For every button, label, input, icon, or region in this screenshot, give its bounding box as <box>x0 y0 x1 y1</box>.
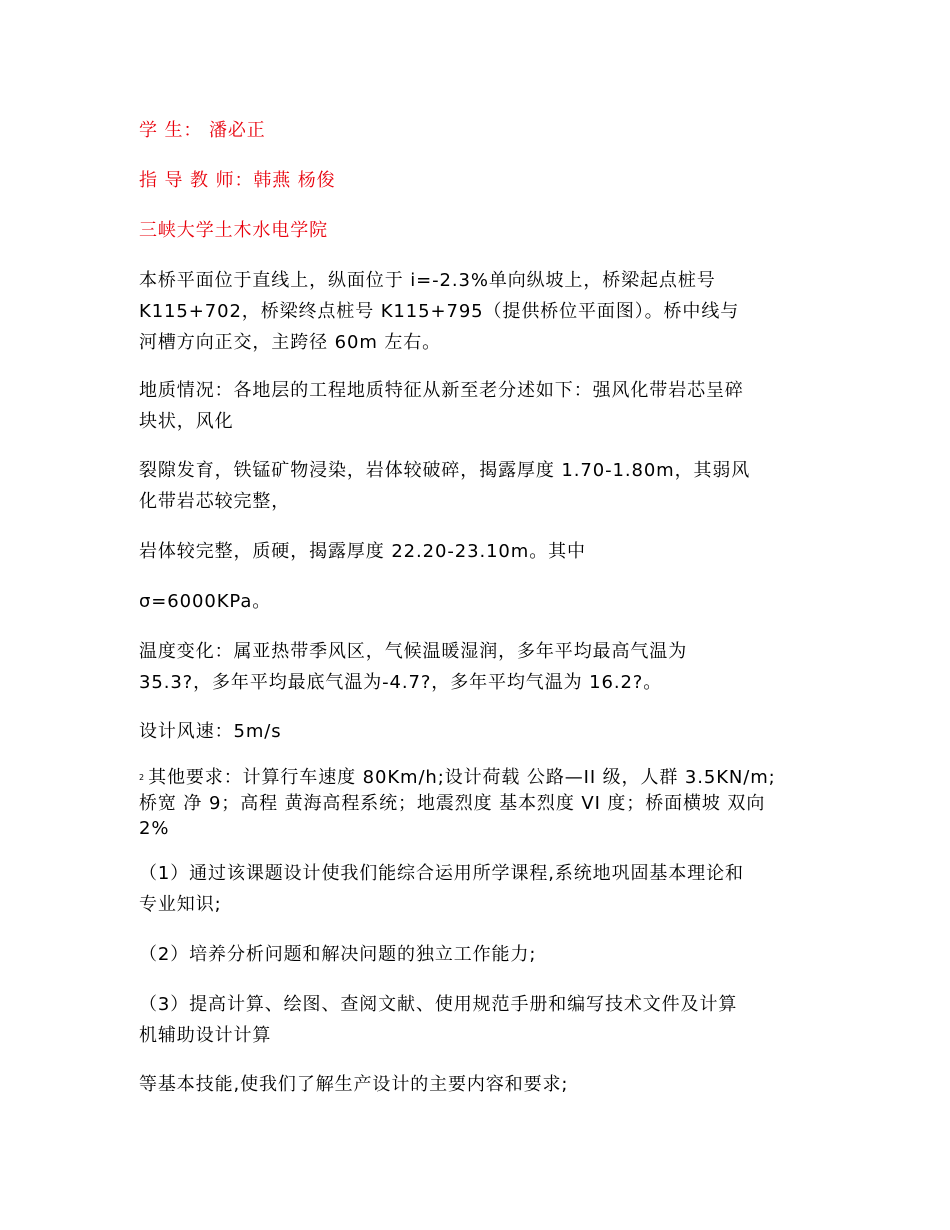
text-line: 地质情况：各地层的工程地质特征从新至老分述如下：强风化带岩芯呈碎 <box>139 380 744 401</box>
text-line: K115+702，桥梁终点桩号 K115+795（提供桥位平面图）。桥中线与 <box>139 301 740 322</box>
superscript: 2 <box>139 773 145 782</box>
text-line: 裂隙发育，铁锰矿物浸染，岩体较破碎，揭露厚度 1.70-1.80m，其弱风 <box>139 460 751 481</box>
paragraph-basic-skills: 等基本技能,使我们了解生产设计的主要内容和要求; <box>139 1074 569 1095</box>
paragraph-rock: 岩体较完整，质硬，揭露厚度 22.20-23.10m。其中 <box>139 541 586 562</box>
text-line: 河槽方向正交，主跨径 60m 左右。 <box>139 332 442 353</box>
text-line: 2% <box>139 818 170 839</box>
text-line: 化带岩芯较完整， <box>139 491 291 512</box>
paragraph-goal-2: （2）培养分析问题和解决问题的独立工作能力; <box>139 944 537 965</box>
school-line: 三峡大学土木水电学院 <box>139 220 328 241</box>
text-line: 块状，风化 <box>139 411 234 432</box>
text-line: 本桥平面位于直线上，纵面位于 i=-2.3%单向纵坡上，桥梁起点桩号 <box>139 270 716 291</box>
text-line: 机辅助设计计算 <box>139 1025 272 1046</box>
text-line: 2 其他要求：计算行车速度 80Km/h;设计荷载 公路—II 级，人群 3.5KN/m; <box>139 767 776 788</box>
text-line: （1）通过该课题设计使我们能综合运用所学课程,系统地巩固基本理论和 <box>139 863 744 884</box>
text-line: 温度变化：属亚热带季风区，气候温暖湿润，多年平均最高气温为 <box>139 641 688 662</box>
text-line: 专业知识; <box>139 894 222 915</box>
student-line: 学 生： 潘必正 <box>139 120 266 141</box>
paragraph-sigma: σ=6000KPa。 <box>139 591 272 612</box>
advisor-line: 指 导 教 师：韩燕 杨俊 <box>139 170 336 191</box>
text-line: （3）提高计算、绘图、查阅文献、使用规范手册和编写技术文件及计算 <box>139 994 738 1015</box>
paragraph-wind-speed: 设计风速：5m/s <box>139 721 282 742</box>
text-line: 桥宽 净 9；高程 黄海高程系统；地震烈度 基本烈度 VI 度；桥面横坡 双向 <box>139 793 766 814</box>
text-line: 35.3?，多年平均最底气温为-4.7?，多年平均气温为 16.2?。 <box>139 672 663 693</box>
